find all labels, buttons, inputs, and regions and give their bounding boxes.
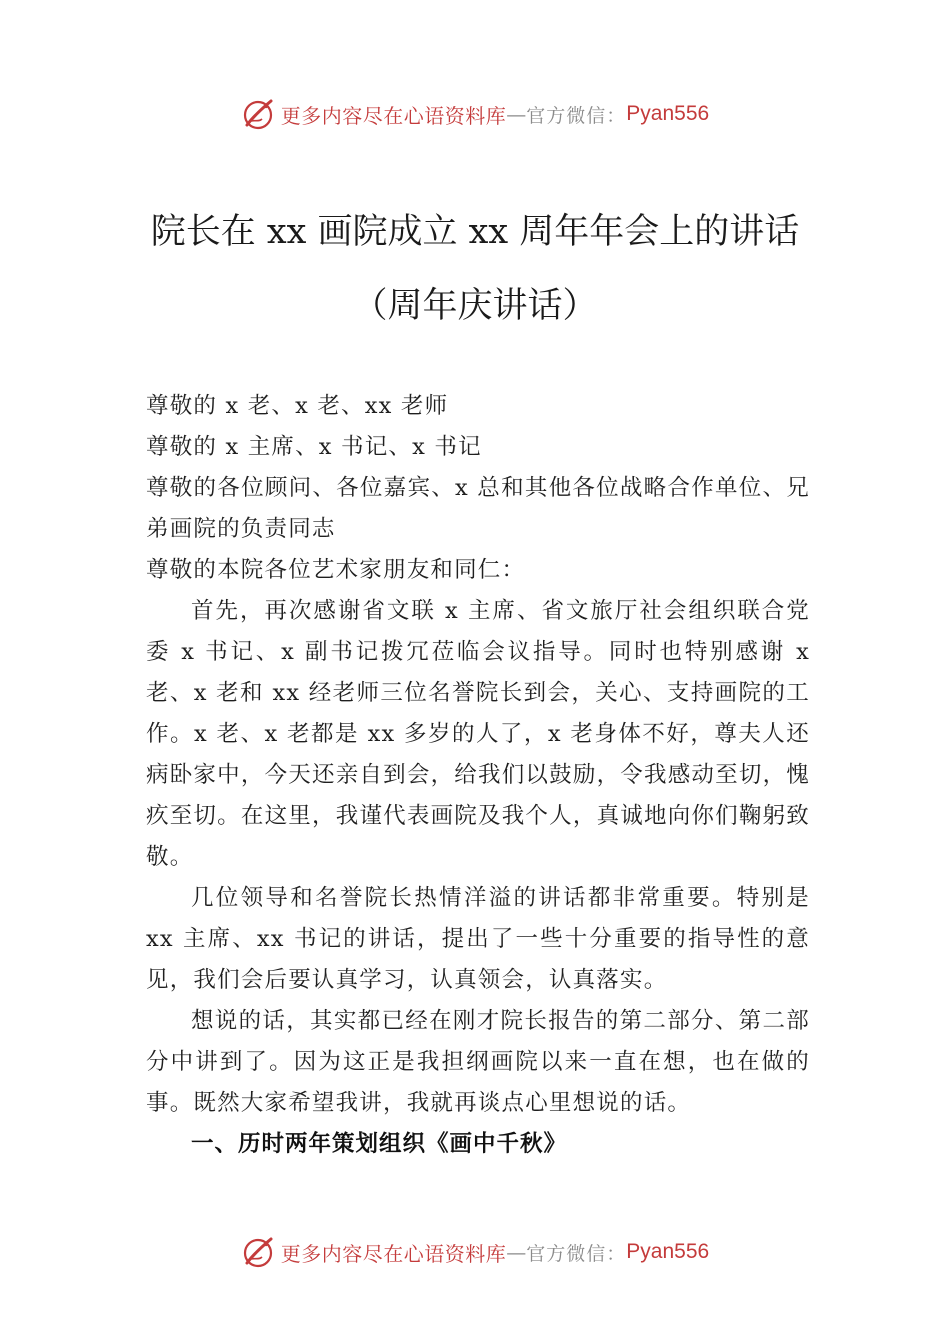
banner-promo-text: 更多内容尽在心语资料库 (280, 1241, 507, 1266)
banner-separator: — (506, 102, 527, 126)
banner-wechat-label: 官方微信： (526, 1242, 627, 1265)
banner-wechat-id: Pyan556 (626, 102, 710, 125)
body-paragraph: 几位领导和名誉院长热情洋溢的讲话都非常重要。特别是 xx 主席、xx 书记的讲话，提出了一些十分重要的指导性的意见，我们会后要认真学习，认真领会，认真落实。 (146, 885, 810, 993)
footer-banner (0, 1232, 950, 1272)
banner-promo-text: 更多内容尽在心语资料库 (280, 103, 507, 128)
document-title: 院长在 xx 画院成立 xx 周年年会上的讲话 (150, 212, 800, 252)
section-heading: 一、历时两年策划组织《画中千秋》 (191, 1131, 568, 1157)
header-banner (0, 94, 950, 134)
banner-wechat-label: 官方微信： (526, 104, 627, 127)
salutation-line: 尊敬的本院各位艺术家朋友和同仁： (146, 557, 526, 583)
brush-logo-icon (241, 1235, 275, 1269)
salutation-line: 尊敬的各位顾问、各位嘉宾、x 总和其他各位战略合作单位、兄弟画院的负责同志 (146, 475, 810, 542)
banner-separator: — (506, 1240, 527, 1264)
document-body (146, 386, 810, 1165)
salutation-line: 尊敬的 x 老、x 老、xx 老师 (146, 393, 449, 419)
body-paragraph: 想说的话，其实都已经在刚才院长报告的第二部分、第二部分中讲到了。因为这正是我担纲画院以来一直在想，也在做的事。既然大家希望我讲，我就再谈点心里想说的话。 (146, 1008, 810, 1116)
document-subtitle: （周年庆讲话） (352, 286, 598, 326)
brush-logo-icon (241, 97, 275, 131)
salutation-line: 尊敬的 x 主席、x 书记、x 书记 (146, 434, 482, 460)
body-paragraph: 首先，再次感谢省文联 x 主席、省文旅厅社会组织联合党委 x 书记、x 副书记拨冗莅临会议指导。同时也特别感谢 x 老、x 老和 xx 经老师三位名誉院长到会，关心、支持画院的工作。x 老、x 老都是 xx 多岁的人了，x 老身体不好，尊夫人还病卧家中，今天还亲自到会，给我们以鼓励，令我感动至切，愧疚至切。在这里，我谨代表画院及我个人，真诚地向你们鞠躬致敬。 (146, 598, 810, 870)
banner-wechat-id: Pyan556 (626, 1240, 710, 1263)
